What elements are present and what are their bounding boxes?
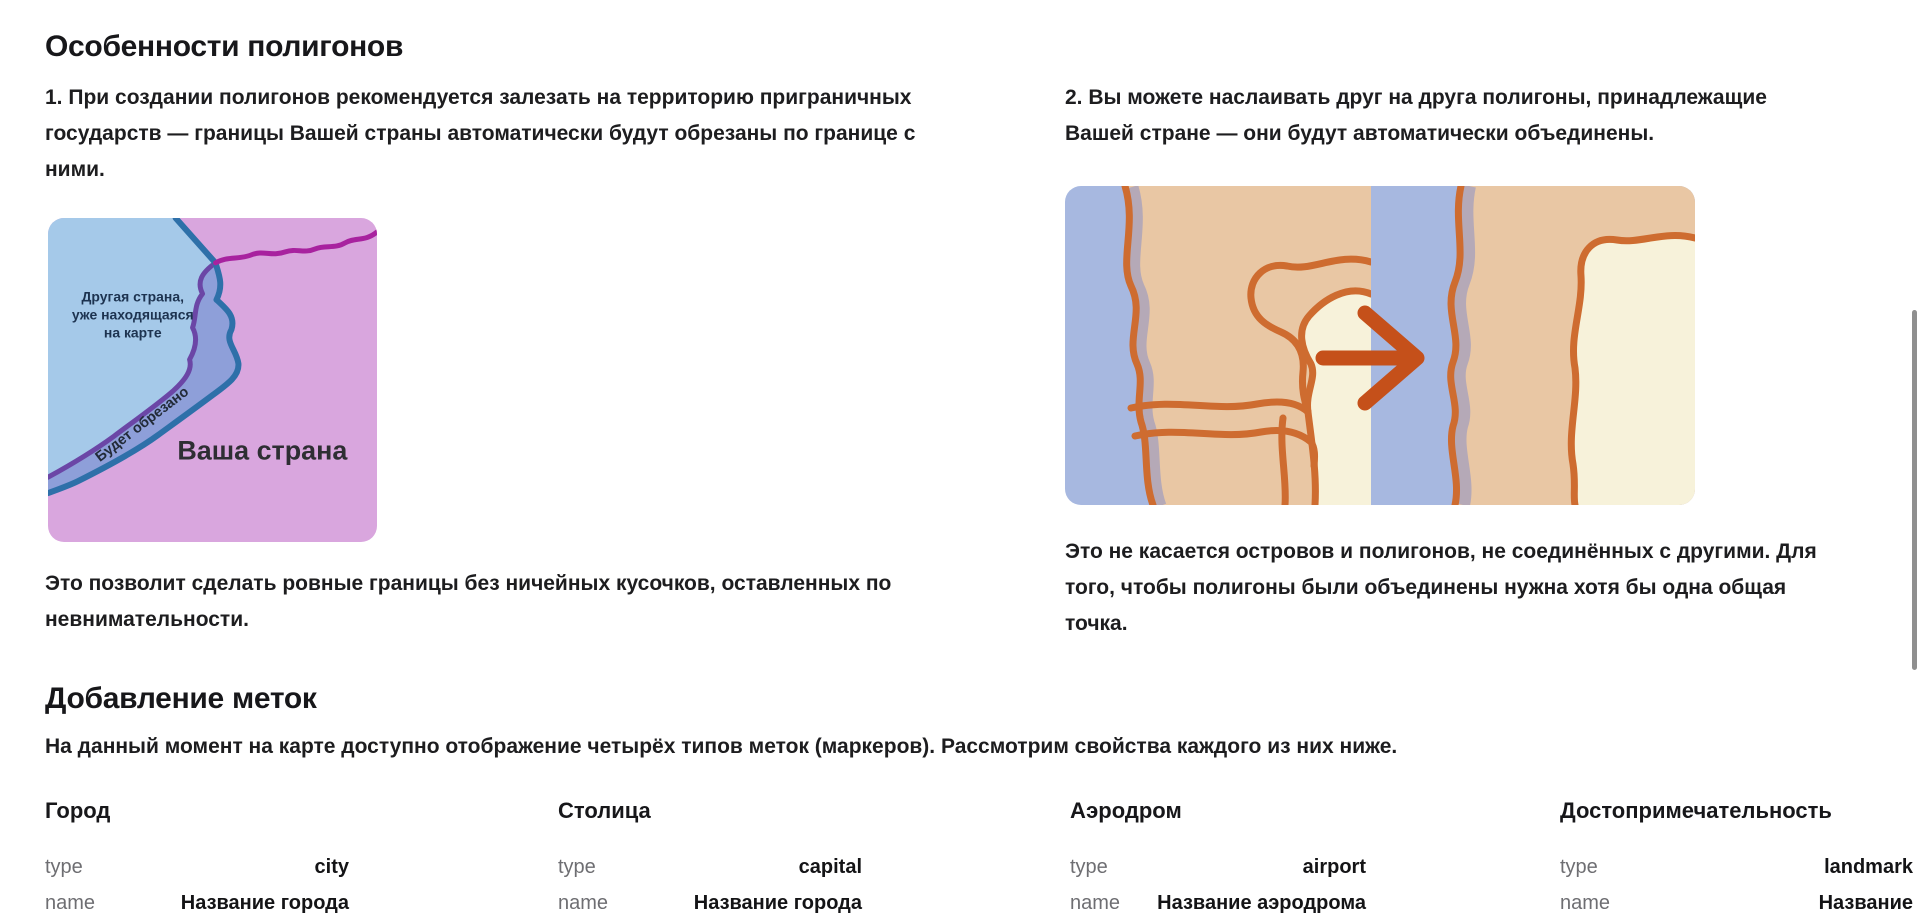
property-value: Название города xyxy=(180,892,349,914)
paragraph-line: 2. Вы можете наслаивать друг на друга полигоны, принадлежащие xyxy=(1065,86,1767,109)
emphasis-word: рекомендуется xyxy=(335,86,494,109)
property-value: Название xyxy=(1818,892,1913,914)
point1-note xyxy=(45,566,891,638)
other-country-label: Другая страна, xyxy=(81,288,184,305)
property-key: name xyxy=(1070,892,1121,914)
other-country-label: на карте xyxy=(103,324,162,341)
polygons-section-title: Особенности полигонов xyxy=(45,30,404,63)
polygons-point1-paragraph xyxy=(45,80,915,188)
paragraph-line: невнимательности. xyxy=(45,608,249,631)
paragraph-line: ними. xyxy=(45,158,105,181)
property-key: type xyxy=(1560,856,1598,878)
point2-note xyxy=(1065,534,1817,642)
property-row xyxy=(1560,885,1913,921)
marker-type-airport xyxy=(1070,797,1366,921)
markers-intro: На данный момент на карте доступно отображение четырёх типов меток (маркеров). Рассмотрим свойства каждого из них ниже. xyxy=(45,735,1398,758)
marker-type-title: Город xyxy=(45,798,111,823)
marker-type-capital xyxy=(558,797,862,921)
after-panel xyxy=(1371,186,1695,505)
property-value: capital xyxy=(798,856,862,878)
property-row xyxy=(558,849,862,885)
scrollbar-thumb[interactable] xyxy=(1912,310,1917,670)
property-value: landmark xyxy=(1824,856,1913,878)
property-value: airport xyxy=(1302,856,1366,878)
property-row xyxy=(1560,849,1913,885)
property-key: name xyxy=(558,892,609,914)
paragraph-line: Это не касается островов и полигонов, не соединённых с другими. Для xyxy=(1065,540,1817,563)
property-value: Название аэродрома xyxy=(1157,892,1366,914)
property-key: type xyxy=(45,856,83,878)
markers-section-title: Добавление меток xyxy=(45,682,317,715)
other-country-label: уже находящаяся xyxy=(71,306,194,323)
property-key: type xyxy=(1070,856,1108,878)
marker-type-title: Аэродром xyxy=(1070,798,1182,823)
property-key: name xyxy=(45,892,96,914)
border-clipping-figure xyxy=(48,218,377,542)
paragraph-line: Вашей стране — они будут автоматически объединены. xyxy=(1065,122,1655,145)
will-be-cut-label: Будет обрезано xyxy=(92,383,193,466)
marker-type-landmark xyxy=(1560,797,1913,921)
marker-type-title: Достопримечательность xyxy=(1560,798,1832,823)
marker-type-title: Столица xyxy=(558,798,651,823)
property-row xyxy=(1070,885,1366,921)
property-row xyxy=(1070,849,1366,885)
border-clipping-illustration xyxy=(48,218,377,542)
property-row xyxy=(558,885,862,921)
polygon-merge-figure xyxy=(1065,186,1695,505)
paragraph-line: точка. xyxy=(1065,612,1128,635)
polygons-point2-paragraph xyxy=(1065,80,1767,152)
lowland-area xyxy=(1571,235,1695,505)
property-key: type xyxy=(558,856,596,878)
property-value: city xyxy=(314,856,349,878)
property-row xyxy=(45,849,349,885)
marker-type-city xyxy=(45,797,349,921)
property-key: name xyxy=(1560,892,1611,914)
property-row xyxy=(45,885,349,921)
your-country-label: Ваша страна xyxy=(177,435,348,466)
paragraph-line: 1. При создании полигонов рекомендуется залезать на территорию приграничных xyxy=(45,86,912,109)
polygon-merge-illustration xyxy=(1065,186,1695,505)
paragraph-line: того, чтобы полигоны были объединены нужна хотя бы одна общая xyxy=(1065,576,1787,599)
property-value: Название города xyxy=(693,892,862,914)
paragraph-line: государств — границы Вашей страны автоматически будут обрезаны по границе с xyxy=(45,122,916,145)
paragraph-line: Это позволит сделать ровные границы без ничейных кусочков, оставленных по xyxy=(45,572,892,595)
before-panel xyxy=(1065,186,1371,505)
